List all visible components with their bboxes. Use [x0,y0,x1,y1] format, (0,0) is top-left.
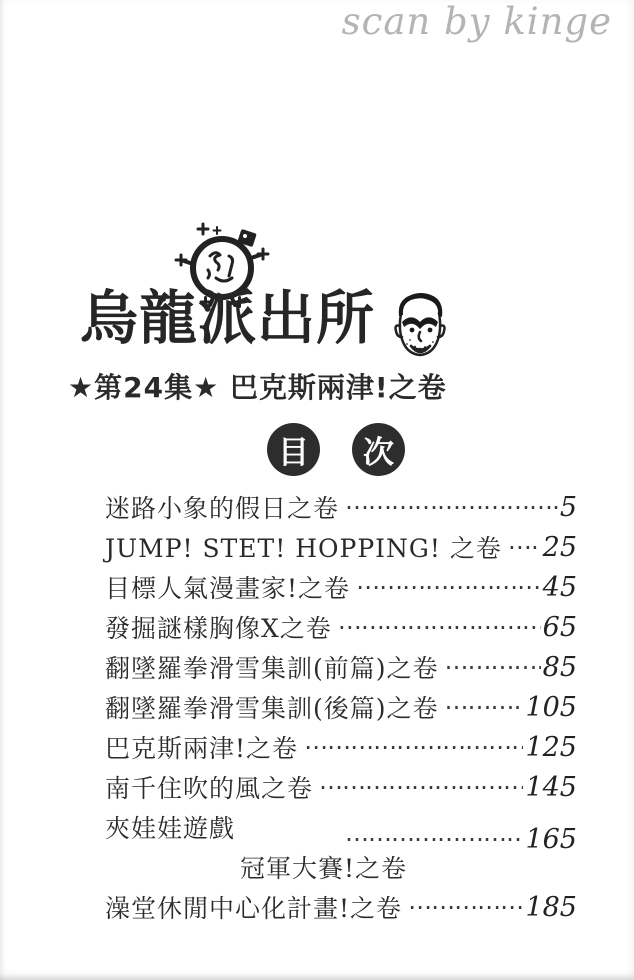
toc-entry [105,767,577,807]
dot-leader [356,573,541,601]
scanner-watermark: scan by kinge [341,0,612,43]
toc-heading-char: 目 [267,423,320,476]
toc-entry [105,727,577,767]
toc-entry-page-number: 165 [525,823,577,855]
toc-entry [105,647,577,687]
toc-entry-title: JUMP! STET! HOPPING! 之卷 [105,534,502,563]
toc-entry-title: 翻墜羅拳滑雪集訓(前篇)之卷 [105,654,439,683]
toc-entry-page-number: 85 [542,651,577,683]
toc-heading [267,423,405,476]
toc-entry-title: 迷路小象的假日之卷 [105,494,340,523]
dot-leader [345,825,523,853]
toc-entry-page-number: 185 [525,891,577,923]
dot-leader [319,773,523,801]
toc-heading-char: 次 [352,423,405,476]
dot-leader [304,733,523,761]
toc-entry [105,607,577,647]
dot-leader [345,493,558,521]
toc-entry-title: 翻墜羅拳滑雪集訓(後篇)之卷 [105,694,439,723]
toc-entry-title: 夾娃娃遊戲 [105,814,236,843]
toc-list [105,487,577,927]
dot-leader [508,533,541,561]
toc-entry-page-number: 105 [525,691,577,723]
toc-entry [105,487,577,527]
toc-entry-page-number: 5 [559,491,577,523]
toc-entry-title-line2: 冠軍大賽!之卷 [240,854,408,883]
dot-leader [445,693,524,721]
volume-subtitle: ★第24集★ 巴克斯兩津!之卷 [68,371,447,404]
toc-entry-title: 南千住吹的風之卷 [105,774,314,803]
dot-leader [408,893,523,921]
title-row [80,284,453,366]
toc-entry-page-number: 25 [542,531,577,563]
toc-entry-page-number: 145 [525,771,577,803]
toc-entry-page-number: 45 [542,571,577,603]
toc-entry [105,527,577,567]
toc-entry-title: 發掘謎樣胸像X之卷 [105,614,332,643]
toc-entry-title: 澡堂休閒中心化計畫!之卷 [105,894,403,923]
dot-leader [338,613,541,641]
scan-edge-artifact [0,973,634,980]
toc-entry [105,887,577,927]
ryotsu-face-icon [387,288,453,366]
toc-entry [105,567,577,607]
dot-leader [445,653,541,681]
scan-edge-artifact [0,0,5,980]
toc-entry-title: 目標人氣漫畫家!之卷 [105,574,351,603]
toc-entry-page-number: 125 [525,731,577,763]
toc-entry-title: 巴克斯兩津!之卷 [105,734,299,763]
toc-entry-page-number: 65 [542,611,577,643]
series-title: 烏龍派出所 [80,284,376,352]
toc-entry [105,807,577,887]
toc-entry [105,687,577,727]
